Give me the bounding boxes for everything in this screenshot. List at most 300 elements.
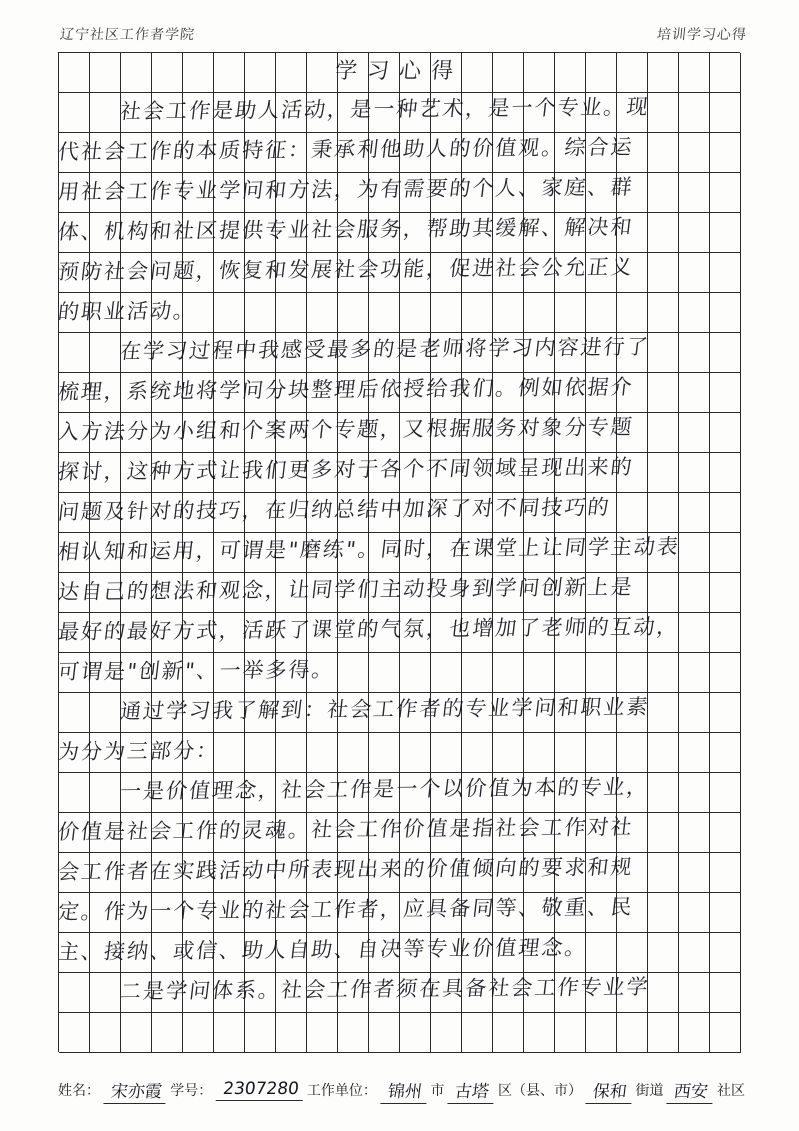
grid-cell [183, 333, 214, 373]
grid-cell [555, 973, 586, 1013]
grid-cell [307, 173, 338, 213]
grid-cell [214, 853, 245, 893]
grid-cell [431, 413, 462, 453]
grid-cell [245, 613, 276, 653]
grid-cell [431, 933, 462, 973]
grid-cell [555, 373, 586, 413]
grid-cell [152, 1013, 183, 1053]
grid-cell [400, 253, 431, 293]
grid-cell [59, 733, 90, 773]
grid-cell [462, 173, 493, 213]
handwritten-line: 预防社会问题，恢复和发展社会功能，促进社会公允正义 [56, 254, 635, 284]
grid-cell [338, 93, 369, 133]
grid-cell [59, 133, 90, 173]
grid-cell [90, 933, 121, 973]
grid-cell [400, 773, 431, 813]
grid-cell [90, 53, 121, 93]
grid-cell [183, 733, 214, 773]
grid-cell [276, 893, 307, 933]
grid-cell [338, 493, 369, 533]
grid-cell [152, 293, 183, 333]
grid-cell [90, 453, 121, 493]
grid-cell [710, 893, 741, 933]
grid-cell [59, 973, 90, 1013]
grid-cell [183, 573, 214, 613]
grid-cell [152, 453, 183, 493]
grid-cell [59, 453, 90, 493]
grid-cell [462, 853, 493, 893]
grid-cell [586, 653, 617, 693]
grid-cell [214, 813, 245, 853]
grid-cell [648, 533, 679, 573]
grid-cell [90, 573, 121, 613]
grid-cell [338, 453, 369, 493]
grid-cell [586, 253, 617, 293]
grid-cell [431, 533, 462, 573]
grid-cell [400, 213, 431, 253]
handwritten-line: 入方法分为小组和个案两个专题，又根据服务对象分专题 [56, 414, 635, 444]
grid-cell [121, 1013, 152, 1053]
grid-cell [183, 893, 214, 933]
grid-cell [462, 413, 493, 453]
grid-cell [245, 533, 276, 573]
handwritten-line: 的职业活动。 [56, 298, 198, 324]
grid-cell [276, 413, 307, 453]
grid-cell [121, 493, 152, 533]
grid-cell [121, 733, 152, 773]
grid-cell [679, 453, 710, 493]
grid-cell [276, 933, 307, 973]
grid-cell [524, 613, 555, 653]
community-value[interactable]: 西安 [667, 1077, 716, 1104]
grid-cell [431, 213, 462, 253]
grid-cell [338, 693, 369, 733]
grid-cell [431, 813, 462, 853]
grid-cell [679, 933, 710, 973]
grid-cell [152, 133, 183, 173]
grid-cell [276, 853, 307, 893]
grid-cell [648, 373, 679, 413]
grid-cell [617, 173, 648, 213]
grid-cell [710, 133, 741, 173]
grid-cell [679, 533, 710, 573]
grid-cell [648, 173, 679, 213]
grid-cell [617, 853, 648, 893]
grid-cell [462, 93, 493, 133]
grid-cell [90, 613, 121, 653]
grid-cell [617, 493, 648, 533]
grid-cell [648, 853, 679, 893]
grid-cell [586, 53, 617, 93]
grid-cell [59, 853, 90, 893]
grid-row [59, 173, 740, 213]
grid-cell [152, 253, 183, 293]
grid-cell [214, 1013, 245, 1053]
grid-cell [431, 93, 462, 133]
grid-cell [183, 493, 214, 533]
grid-cell [586, 1013, 617, 1053]
grid-cell [90, 253, 121, 293]
grid-cell [431, 333, 462, 373]
grid-cell [493, 133, 524, 173]
grid-cell [679, 173, 710, 213]
grid-cell [276, 133, 307, 173]
grid-cell [307, 53, 338, 93]
handwritten-line: 主、接纳、或信、助人自助、自决等专业价值理念。 [56, 935, 589, 964]
grid-cell [245, 213, 276, 253]
grid-cell [369, 373, 400, 413]
grid-row [59, 813, 740, 853]
grid-cell [90, 293, 121, 333]
grid-cell [245, 893, 276, 933]
grid-cell [245, 133, 276, 173]
grid-cell [524, 653, 555, 693]
grid-cell [431, 253, 462, 293]
grid-cell [152, 533, 183, 573]
name-value[interactable]: 宋亦霞 [103, 1077, 169, 1104]
grid-row [59, 533, 740, 573]
grid-cell [338, 733, 369, 773]
grid-cell [121, 613, 152, 653]
grid-cell [710, 653, 741, 693]
grid-cell [307, 693, 338, 733]
handwritten-line: 最好的最好方式，活跃了课堂的气氛，也增加了老师的互动， [56, 614, 682, 644]
grid-cell [338, 613, 369, 653]
grid-cell [462, 213, 493, 253]
handwritten-line: 梳理，系统地将学问分块整理后依授给我们。例如依据介 [56, 374, 635, 404]
grid-cell [493, 293, 524, 333]
grid-cell [59, 573, 90, 613]
grid-cell [431, 693, 462, 733]
district-value[interactable]: 古塔 [448, 1077, 497, 1104]
grid-cell [369, 893, 400, 933]
grid-cell [524, 213, 555, 253]
grid-cell [400, 53, 431, 93]
grid-cell [214, 773, 245, 813]
grid-cell [59, 653, 90, 693]
grid-cell [276, 533, 307, 573]
grid-cell [493, 573, 524, 613]
grid-cell [586, 813, 617, 853]
grid-cell [369, 93, 400, 133]
grid-cell [90, 173, 121, 213]
grid-cell [586, 973, 617, 1013]
grid-cell [524, 293, 555, 333]
grid-cell [617, 53, 648, 93]
grid-cell [679, 493, 710, 533]
grid-cell [400, 533, 431, 573]
grid-cell [710, 93, 741, 133]
grid-cell [307, 573, 338, 613]
grid-cell [121, 293, 152, 333]
grid-cell [369, 213, 400, 253]
grid-row [59, 1013, 740, 1053]
grid-cell [431, 493, 462, 533]
grid-cell [245, 973, 276, 1013]
grid-cell [214, 693, 245, 733]
grid-cell [524, 93, 555, 133]
grid-cell [121, 133, 152, 173]
grid-cell [400, 813, 431, 853]
grid-cell [183, 933, 214, 973]
grid-cell [214, 373, 245, 413]
grid-cell [524, 573, 555, 613]
grid-cell [276, 653, 307, 693]
grid-cell [214, 133, 245, 173]
grid-cell [245, 253, 276, 293]
grid-cell [152, 413, 183, 453]
grid-cell [59, 253, 90, 293]
grid-cell [493, 493, 524, 533]
grid-cell [245, 693, 276, 733]
grid-cell [338, 893, 369, 933]
grid-cell [369, 653, 400, 693]
city-value[interactable]: 锦州 [380, 1077, 429, 1104]
grid-cell [369, 293, 400, 333]
grid-cell [524, 493, 555, 533]
grid-cell [617, 453, 648, 493]
grid-cell [493, 93, 524, 133]
grid-cell [617, 933, 648, 973]
grid-row [59, 773, 740, 813]
grid-cell [648, 973, 679, 1013]
grid-cell [307, 333, 338, 373]
grid-cell [493, 53, 524, 93]
grid-cell [90, 813, 121, 853]
grid-cell [586, 453, 617, 493]
grid-cell [214, 733, 245, 773]
grid-cell [555, 773, 586, 813]
grid-cell [183, 853, 214, 893]
grid-cell [400, 853, 431, 893]
handwritten-line: 价值是社会工作的灵魂。社会工作价值是指社会工作对社 [56, 814, 635, 844]
grid-cell [183, 613, 214, 653]
grid-cell [586, 413, 617, 453]
grid-cell [462, 693, 493, 733]
grid-cell [648, 693, 679, 733]
grid-cell [214, 653, 245, 693]
grid-cell [586, 773, 617, 813]
grid-cell [555, 933, 586, 973]
grid-cell [59, 813, 90, 853]
grid-cell [648, 813, 679, 853]
grid-row [59, 373, 740, 413]
grid-cell [59, 413, 90, 453]
grid-cell [710, 253, 741, 293]
grid-cell [462, 573, 493, 613]
grid-cell [59, 93, 90, 133]
grid-cell [307, 653, 338, 693]
grid-cell [183, 293, 214, 333]
grid-cell [648, 93, 679, 133]
grid-cell [710, 373, 741, 413]
grid-cell [338, 853, 369, 893]
grid-cell [462, 813, 493, 853]
grid-cell [369, 533, 400, 573]
grid-cell [400, 933, 431, 973]
grid-cell [431, 373, 462, 413]
grid-cell [555, 893, 586, 933]
handwritten-line: 会工作者在实践活动中所表现出来的价值倾向的要求和规 [56, 854, 635, 884]
grid-cell [121, 213, 152, 253]
grid-cell [555, 53, 586, 93]
grid-cell [307, 853, 338, 893]
grid-cell [586, 133, 617, 173]
grid-cell [586, 293, 617, 333]
grid-cell [462, 1013, 493, 1053]
grid-cell [245, 653, 276, 693]
grid-cell [121, 453, 152, 493]
grid-cell [431, 1013, 462, 1053]
street-value[interactable]: 保和 [585, 1077, 634, 1104]
grid-cell [524, 413, 555, 453]
grid-cell [493, 453, 524, 493]
grid-cell [462, 613, 493, 653]
grid-cell [710, 813, 741, 853]
grid-cell [493, 853, 524, 893]
grid-cell [369, 413, 400, 453]
grid-cell [369, 733, 400, 773]
grid-cell [462, 333, 493, 373]
grid-cell [59, 773, 90, 813]
grid-cell [462, 773, 493, 813]
grid-cell [338, 333, 369, 373]
grid-cell [400, 453, 431, 493]
grid-cell [276, 773, 307, 813]
grid-cell [338, 413, 369, 453]
grid-cell [524, 933, 555, 973]
grid-cell [338, 933, 369, 973]
grid-cell [555, 173, 586, 213]
grid-cell [617, 293, 648, 333]
grid-cell [59, 1013, 90, 1053]
grid-cell [59, 333, 90, 373]
grid-cell [214, 93, 245, 133]
grid-cell [524, 1013, 555, 1053]
grid-cell [276, 453, 307, 493]
grid-cell [245, 413, 276, 453]
grid-cell [214, 53, 245, 93]
grid-cell [648, 133, 679, 173]
grid-cell [493, 373, 524, 413]
grid-cell [648, 573, 679, 613]
grid-cell [493, 813, 524, 853]
grid-cell [338, 253, 369, 293]
grid-cell [152, 333, 183, 373]
grid-cell [586, 373, 617, 413]
grid-cell [369, 1013, 400, 1053]
grid-cell [400, 293, 431, 333]
grid-cell [586, 693, 617, 733]
grid-cell [121, 973, 152, 1013]
district-suffix: 区（县、市） [497, 1083, 582, 1099]
institution-name: 辽宁社区工作者学院 [59, 27, 196, 43]
grid-row [59, 613, 740, 653]
grid-cell [493, 333, 524, 373]
grid-row [59, 453, 740, 493]
grid-cell [462, 733, 493, 773]
grid-cell [493, 253, 524, 293]
grid-cell [338, 373, 369, 413]
grid-cell [679, 893, 710, 933]
grid-cell [679, 293, 710, 333]
grid-cell [400, 653, 431, 693]
handwritten-line: 相认知和运用，可谓是"磨练"。同时，在课堂上让同学主动表 [56, 534, 682, 564]
grid-cell [679, 973, 710, 1013]
grid-cell [121, 933, 152, 973]
grid-row [59, 573, 740, 613]
grid-cell [617, 413, 648, 453]
grid-cell [617, 373, 648, 413]
grid-cell [214, 413, 245, 453]
handwritten-line: 为分为三部分： [56, 738, 221, 764]
grid-cell [276, 573, 307, 613]
grid-cell [214, 573, 245, 613]
grid-cell [648, 53, 679, 93]
student-id-value[interactable]: 2307280 [216, 1079, 305, 1101]
grid-cell [338, 133, 369, 173]
grid-cell [369, 613, 400, 653]
grid-cell [245, 53, 276, 93]
grid-cell [276, 973, 307, 1013]
grid-cell [431, 453, 462, 493]
grid-cell [679, 653, 710, 693]
grid-cell [617, 893, 648, 933]
handwritten-line: 问题及针对的技巧，在归纳总结中加深了对不同技巧的 [56, 495, 612, 524]
grid-cell [369, 693, 400, 733]
handwritten-line: 在学习过程中我感受最多的是老师将学习内容进行了 [118, 334, 651, 364]
grid-cell [369, 933, 400, 973]
grid-cell [183, 133, 214, 173]
grid-cell [59, 373, 90, 413]
grid-cell [524, 373, 555, 413]
grid-cell [710, 293, 741, 333]
grid-cell [276, 613, 307, 653]
grid-cell [369, 973, 400, 1013]
grid-cell [152, 733, 183, 773]
grid-cell [152, 693, 183, 733]
community-suffix: 社区 [716, 1083, 745, 1099]
handwritten-line: 社会工作是助人活动，是一种艺术，是一个专业。现 [118, 94, 651, 124]
grid-cell [338, 813, 369, 853]
grid-cell [493, 693, 524, 733]
handwritten-line: 探讨，这种方式让我们更多对于各个不同领域呈现出来的 [56, 454, 635, 484]
grid-cell [648, 253, 679, 293]
grid-cell [121, 573, 152, 613]
grid-cell [679, 333, 710, 373]
grid-row [59, 733, 740, 773]
grid-cell [555, 533, 586, 573]
grid-cell [493, 773, 524, 813]
grid-cell [214, 453, 245, 493]
grid-cell [90, 213, 121, 253]
grid-cell [369, 253, 400, 293]
grid-cell [555, 253, 586, 293]
grid-cell [183, 1013, 214, 1053]
grid-cell [214, 333, 245, 373]
grid-cell [679, 53, 710, 93]
grid-cell [648, 893, 679, 933]
grid-cell [431, 53, 462, 93]
grid-cell [617, 733, 648, 773]
grid-cell [431, 853, 462, 893]
grid-cell [462, 293, 493, 333]
grid-cell [307, 613, 338, 653]
grid-cell [183, 213, 214, 253]
grid-cell [400, 893, 431, 933]
grid-cell [648, 493, 679, 533]
grid-cell [648, 933, 679, 973]
